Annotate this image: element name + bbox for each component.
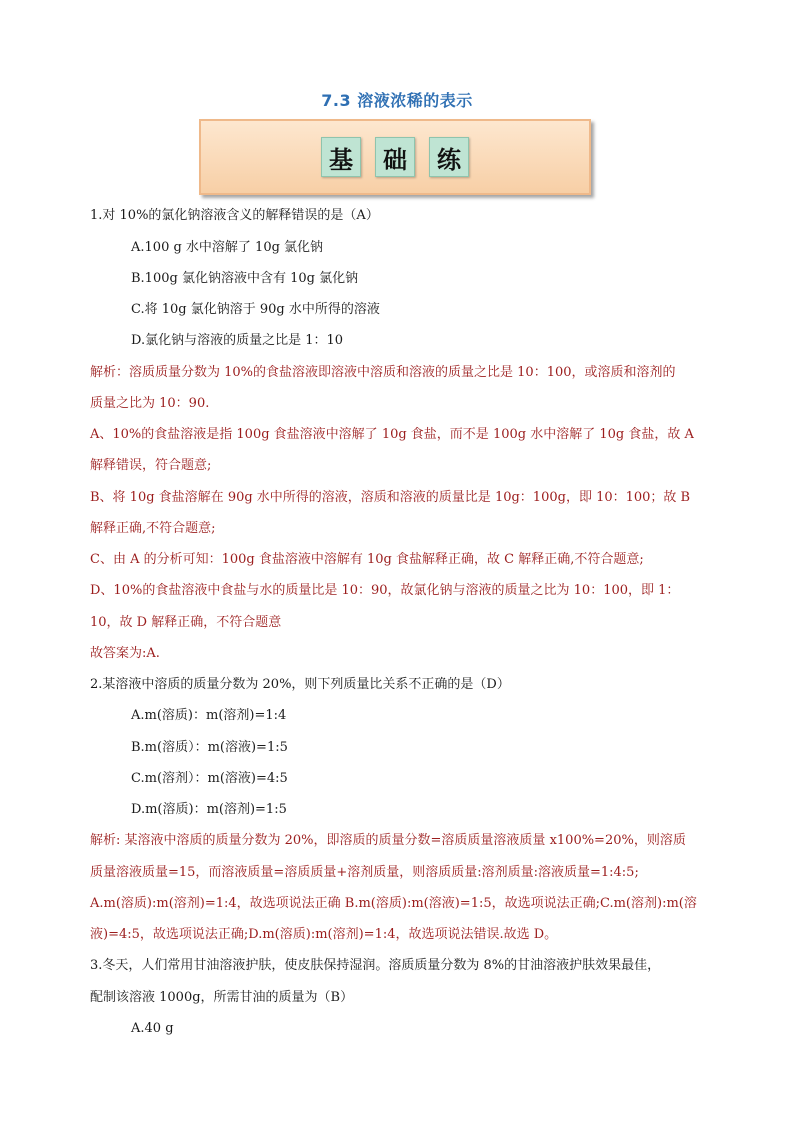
section-banner bbox=[199, 119, 591, 195]
question-1-option-b: B.100g 氯化钠溶液中含有 10g 氯化钠 bbox=[131, 271, 359, 286]
question-1-analysis-line: 质量之比为 10：90. bbox=[90, 396, 210, 411]
question-1-option-a: A.100 g 水中溶解了 10g 氯化钠 bbox=[131, 240, 324, 255]
question-2-option-a: A.m(溶质)：m(溶剂)=1:4 bbox=[131, 708, 287, 723]
banner-char: 础 bbox=[375, 137, 415, 177]
question-2-analysis-line: 质量溶液质量=15，而溶液质量=溶质质量+溶剂质量，则溶质质量:溶剂质量:溶液质量=1:4:5; bbox=[90, 865, 639, 880]
question-3-option-a: A.40 g bbox=[131, 1021, 174, 1036]
question-1-analysis-line: 10，故 D 解释正确，不符合题意 bbox=[90, 615, 282, 630]
banner-label bbox=[201, 121, 589, 193]
question-3-stem: 3.冬天，人们常用甘油溶液护肤，使皮肤保持湿润。溶质质量分数为 8%的甘油溶液护肤效果最佳， bbox=[90, 958, 661, 973]
question-1-analysis-line: C、由 A 的分析可知：100g 食盐溶液中溶解有 10g 食盐解释正确，故 C 解释正确,不符合题意; bbox=[90, 552, 644, 567]
question-1-answer: 故答案为:A. bbox=[90, 646, 160, 661]
question-2-analysis-line: 解析: 某溶液中溶质的质量分数为 20%，即溶质的质量分数=溶质质量溶液质量 x100%=20%，则溶质 bbox=[90, 833, 686, 848]
question-1-option-c: C.将 10g 氯化钠溶于 90g 水中所得的溶液 bbox=[131, 302, 380, 317]
question-2-analysis-line: 液)=4:5，故选项说法正确;D.m(溶质):m(溶剂)=1:4，故选项说法错误.故选 D。 bbox=[90, 927, 558, 942]
question-2-analysis-line: A.m(溶质):m(溶剂)=1:4，故选项说法正确 B.m(溶质):m(溶液)=1:5，故选项说法正确;C.m(溶剂):m(溶 bbox=[90, 896, 697, 911]
question-1-analysis-line: D、10%的食盐溶液中食盐与水的质量比是 10：90，故氯化钠与溶液的质量之比为 10：100，即 1： bbox=[90, 583, 680, 598]
banner-char: 基 bbox=[321, 137, 361, 177]
question-1-analysis-line: 解析：溶质质量分数为 10%的食盐溶液即溶液中溶质和溶液的质量之比是 10：100，或溶质和溶剂的 bbox=[90, 365, 676, 380]
question-1-analysis-line: 解释正确,不符合题意; bbox=[90, 521, 216, 536]
question-2-option-b: B.m(溶质）：m(溶液)=1:5 bbox=[131, 740, 288, 755]
banner-char: 练 bbox=[429, 137, 469, 177]
question-1-analysis-line: A、10%的食盐溶液是指 100g 食盐溶液中溶解了 10g 食盐，而不是 100g 水中溶解了 10g 食盐，故 A bbox=[90, 427, 694, 442]
question-1-stem: 1.对 10%的氯化钠溶液含义的解释错误的是（A） bbox=[90, 208, 379, 223]
question-1-option-d: D.氯化钠与溶液的质量之比是 1：10 bbox=[131, 333, 344, 348]
question-3-stem: 配制该溶液 1000g，所需甘油的质量为（B） bbox=[90, 990, 354, 1005]
question-1-analysis-line: B、将 10g 食盐溶解在 90g 水中所得的溶液，溶质和溶液的质量比是 10g：100g，即 10：100；故 B bbox=[90, 490, 691, 505]
question-2-option-c: C.m(溶剂）：m(溶液)=4:5 bbox=[131, 771, 288, 786]
question-1-analysis-line: 解释错误，符合题意; bbox=[90, 458, 212, 473]
question-2-stem: 2.某溶液中溶质的质量分数为 20%，则下列质量比关系不正确的是（D） bbox=[90, 677, 510, 692]
question-2-option-d: D.m(溶质)：m(溶剂)=1:5 bbox=[131, 802, 287, 817]
page-title: 7.3 溶液浓稀的表示 bbox=[321, 91, 473, 110]
